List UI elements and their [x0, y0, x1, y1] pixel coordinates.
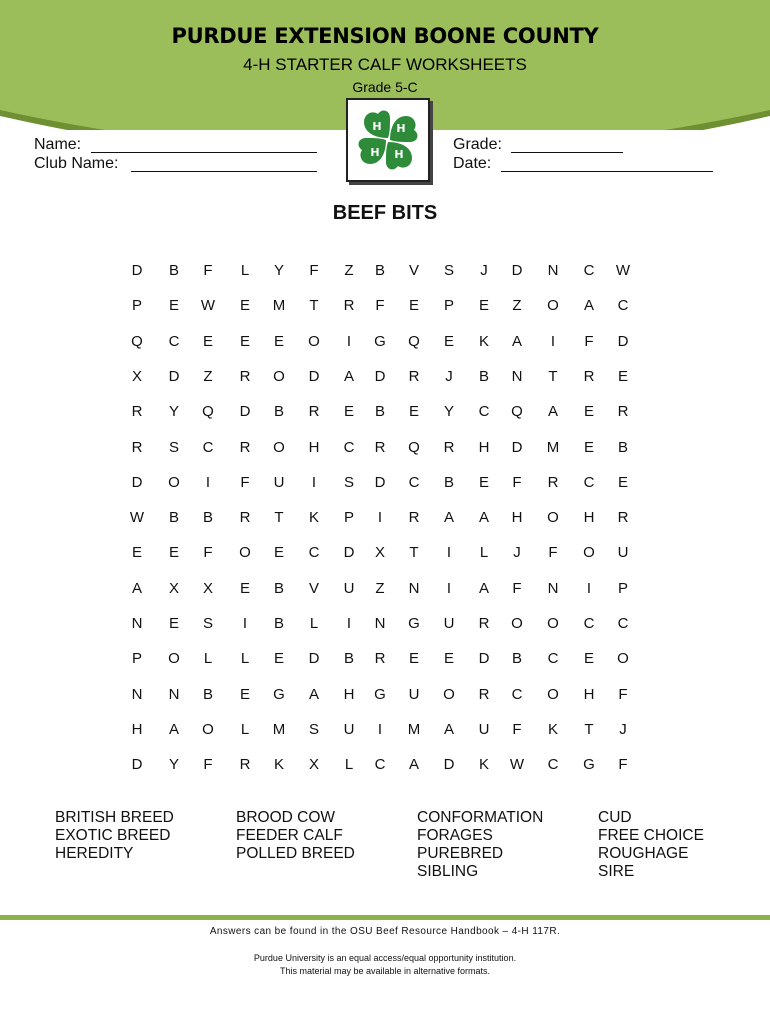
grid-letter: R	[408, 367, 420, 385]
grid-letter: E	[408, 403, 419, 421]
grid-letter: F	[618, 685, 628, 703]
grid-letter: A	[547, 403, 558, 421]
grid-letter: Q	[408, 438, 420, 456]
alternative-formats-statement: This material may be available in alternative formats.	[279, 966, 491, 976]
grid-letter: J	[445, 367, 453, 385]
grid-letter: G	[374, 685, 386, 703]
grid-letter: V	[408, 262, 419, 279]
word-list-item: BROOD COW	[236, 809, 336, 826]
grid-letter: B	[168, 509, 179, 527]
grid-letter: E	[408, 650, 419, 668]
four-h-clover-logo	[346, 98, 430, 182]
grid-letter: D	[374, 367, 386, 385]
grid-letter: A	[478, 579, 489, 597]
grid-letter: F	[375, 297, 385, 315]
grid-letter: Q	[511, 403, 523, 421]
grid-letter: G	[273, 685, 285, 703]
grid-letter: G	[583, 756, 595, 774]
grid-letter: B	[617, 438, 628, 456]
grid-letter: D	[308, 367, 320, 385]
grid-letter: D	[131, 473, 143, 491]
grid-letter: L	[203, 650, 213, 668]
grid-letter: E	[202, 332, 213, 350]
grid-letter: F	[584, 332, 594, 350]
grid-letter: R	[374, 438, 386, 456]
grid-letter: F	[548, 544, 558, 562]
grid-letter: U	[617, 544, 629, 562]
grid-letter: S	[443, 262, 454, 279]
grid-letter: X	[374, 544, 385, 562]
grid-letter: B	[374, 403, 385, 421]
grid-letter: I	[377, 720, 383, 738]
grid-letter: K	[308, 509, 319, 527]
grid-letter: E	[273, 650, 284, 668]
name-field[interactable]	[91, 152, 317, 153]
grid-letter: L	[309, 615, 319, 632]
grid-letter: E	[239, 579, 250, 597]
grid-letter: B	[168, 262, 179, 279]
grid-letter: L	[240, 650, 250, 668]
club-name-field[interactable]	[131, 171, 317, 172]
grid-letter: R	[239, 509, 251, 527]
grid-letter: K	[273, 756, 284, 774]
grid-letter: E	[583, 650, 594, 668]
grid-letter: W	[200, 297, 216, 315]
grid-letter: M	[272, 720, 286, 738]
grid-letter: O	[547, 297, 559, 315]
grid-letter: U	[343, 579, 355, 597]
grid-letter: H	[131, 720, 143, 738]
word-list-item: ROUGHAGE	[598, 845, 689, 862]
grid-letter: N	[547, 262, 559, 279]
grid-letter: T	[409, 544, 419, 562]
grid-letter: R	[308, 403, 320, 421]
grid-letter: P	[443, 297, 454, 315]
grid-letter: E	[478, 473, 489, 491]
equal-opportunity-statement: Purdue University is an equal access/equal opportunity institution.	[253, 953, 517, 963]
grid-letter: D	[511, 438, 523, 456]
grid-letter: F	[618, 756, 628, 774]
grid-letter: E	[443, 650, 454, 668]
date-label: Date:	[453, 155, 492, 172]
grid-letter: E	[408, 297, 419, 315]
word-list-item: BRITISH BREED	[55, 809, 174, 826]
grid-letter: A	[408, 756, 419, 774]
grid-letter: M	[546, 438, 560, 456]
grid-letter: O	[239, 544, 251, 562]
grid-letter: K	[478, 756, 489, 774]
grid-letter: U	[343, 720, 355, 738]
grid-letter: A	[511, 332, 522, 350]
grid-letter: O	[511, 615, 523, 632]
word-list-item: FREE CHOICE	[598, 827, 704, 844]
grid-letter: O	[547, 615, 559, 632]
grid-letter: S	[343, 473, 354, 491]
grid-letter: B	[202, 509, 213, 527]
grid-letter: C	[168, 332, 180, 350]
grid-letter: E	[273, 544, 284, 562]
grid-letter: H	[478, 438, 490, 456]
grid-letter: F	[512, 720, 522, 738]
grid-letter: H	[583, 685, 595, 703]
grid-letter: N	[408, 579, 420, 597]
answer-source-note: Answers can be found in the OSU Beef Resource Handbook – 4-H 117R.	[209, 926, 561, 937]
grid-letter: E	[239, 332, 250, 350]
grid-letter: C	[547, 650, 559, 668]
clover-letter: H	[370, 146, 380, 159]
grid-letter: R	[239, 367, 251, 385]
grid-letter: H	[343, 685, 355, 703]
grid-letter: V	[308, 579, 319, 597]
grid-letter: O	[617, 650, 629, 668]
grid-letter: N	[168, 685, 180, 703]
clover-letter: H	[372, 120, 382, 133]
grid-letter: P	[343, 509, 354, 527]
grid-letter: F	[203, 262, 213, 279]
club-name-label: Club Name:	[34, 155, 119, 172]
grid-letter: H	[308, 438, 320, 456]
grid-letter: R	[478, 615, 490, 632]
word-list-item: SIBLING	[417, 863, 479, 880]
grid-letter: B	[511, 650, 522, 668]
grid-letter: I	[446, 579, 452, 597]
grid-letter: M	[407, 720, 421, 738]
grid-letter: C	[308, 544, 320, 562]
grid-letter: D	[131, 756, 143, 774]
grid-letter: P	[131, 650, 142, 668]
grid-letter: C	[374, 756, 386, 774]
grid-letter: D	[511, 262, 523, 279]
grid-letter: C	[547, 756, 559, 774]
grid-letter: C	[617, 297, 629, 315]
grid-letter: A	[131, 579, 142, 597]
grid-letter: D	[478, 650, 490, 668]
grid-letter: D	[239, 403, 251, 421]
word-list-item: PUREBRED	[417, 845, 504, 862]
grid-letter: E	[617, 473, 628, 491]
grid-letter: D	[131, 262, 143, 279]
organization-title: PURDUE EXTENSION BOONE COUNTY	[171, 24, 599, 48]
grid-letter: D	[343, 544, 355, 562]
grid-letter: B	[343, 650, 354, 668]
grid-letter: C	[202, 438, 214, 456]
footer-divider	[0, 915, 770, 920]
grid-letter: N	[511, 367, 523, 385]
grid-letter: N	[374, 615, 386, 632]
grid-letter: D	[308, 650, 320, 668]
grid-letter: G	[374, 332, 386, 350]
word-list-item: CUD	[598, 809, 632, 826]
grid-letter: F	[512, 473, 522, 491]
word-list-item: EXOTIC BREED	[55, 827, 171, 844]
grid-letter: O	[547, 685, 559, 703]
grid-letter: R	[239, 756, 251, 774]
clover-letter: H	[394, 148, 404, 161]
grid-letter: C	[511, 685, 523, 703]
grid-letter: C	[583, 615, 595, 632]
grid-letter: T	[548, 367, 558, 385]
grid-letter: R	[131, 438, 143, 456]
grade-level: Grade 5-C	[352, 79, 418, 95]
grid-letter: E	[168, 544, 179, 562]
grid-letter: B	[273, 615, 284, 632]
grid-letter: O	[168, 473, 180, 491]
grid-letter: U	[408, 685, 420, 703]
grid-letter: R	[131, 403, 143, 421]
grid-letter: I	[205, 473, 211, 491]
grid-letter: R	[617, 509, 629, 527]
word-list-item: HEREDITY	[55, 845, 134, 862]
grid-letter: A	[478, 509, 489, 527]
grade-label: Grade:	[453, 136, 502, 153]
grid-letter: W	[615, 262, 631, 279]
grid-letter: F	[240, 473, 250, 491]
grid-letter: W	[509, 756, 525, 774]
grid-letter: U	[478, 720, 490, 738]
grid-letter: O	[273, 367, 285, 385]
grid-letter: S	[168, 438, 179, 456]
grid-letter: E	[168, 615, 179, 632]
grid-letter: U	[443, 615, 455, 632]
grid-letter: Z	[512, 297, 522, 315]
grid-letter: E	[443, 332, 454, 350]
grid-letter: B	[273, 403, 284, 421]
grid-letter: I	[446, 544, 452, 562]
grid-letter: N	[131, 685, 143, 703]
grid-letter: O	[168, 650, 180, 668]
grid-letter: Q	[408, 332, 420, 350]
grid-letter: A	[443, 509, 454, 527]
grid-letter: O	[202, 720, 214, 738]
grid-letter: B	[443, 473, 454, 491]
grid-letter: E	[131, 544, 142, 562]
grid-letter: L	[240, 262, 250, 279]
grid-letter: C	[478, 403, 490, 421]
grid-letter: E	[239, 685, 250, 703]
grid-letter: E	[273, 332, 284, 350]
name-label: Name:	[34, 136, 82, 153]
grid-letter: B	[273, 579, 284, 597]
grid-letter: D	[168, 367, 180, 385]
grid-letter: Y	[168, 756, 179, 774]
clover-icon	[354, 106, 422, 174]
grid-letter: I	[311, 473, 317, 491]
grid-letter: R	[478, 685, 490, 703]
worksheet-series-title: 4-H STARTER CALF WORKSHEETS	[243, 55, 527, 74]
grid-letter: R	[374, 650, 386, 668]
grid-letter: C	[583, 262, 595, 279]
grid-letter: E	[168, 297, 179, 315]
grid-letter: C	[343, 438, 355, 456]
grid-letter: T	[584, 720, 594, 738]
grid-letter: I	[377, 509, 383, 527]
grid-letter: X	[308, 756, 319, 774]
grid-letter: B	[478, 367, 489, 385]
grid-letter: R	[617, 403, 629, 421]
grid-letter: E	[617, 367, 628, 385]
grid-letter: K	[547, 720, 558, 738]
grid-letter: O	[583, 544, 595, 562]
grid-letter: F	[203, 544, 213, 562]
grid-letter: Q	[202, 403, 214, 421]
grid-letter: T	[309, 297, 319, 315]
grid-letter: I	[346, 615, 352, 632]
word-list-item: POLLED BREED	[236, 845, 355, 862]
grid-letter: X	[168, 579, 179, 597]
grid-letter: I	[346, 332, 352, 350]
grid-letter: E	[583, 403, 594, 421]
grade-field[interactable]	[511, 152, 623, 153]
grid-letter: T	[274, 509, 284, 527]
grid-letter: C	[408, 473, 420, 491]
grid-letter: E	[583, 438, 594, 456]
grid-letter: P	[131, 297, 142, 315]
grid-letter: Y	[273, 262, 284, 279]
grid-letter: M	[272, 297, 286, 315]
grid-letter: W	[129, 509, 145, 527]
grid-letter: O	[308, 332, 320, 350]
grid-letter: A	[343, 367, 354, 385]
grid-letter: R	[443, 438, 455, 456]
grid-letter: O	[443, 685, 455, 703]
grid-letter: H	[511, 509, 523, 527]
grid-letter: F	[203, 756, 213, 774]
word-list-item: FORAGES	[417, 827, 493, 844]
grid-letter: O	[273, 438, 285, 456]
grid-letter: R	[343, 297, 355, 315]
grid-letter: N	[131, 615, 143, 632]
grid-letter: X	[202, 579, 213, 597]
grid-letter: I	[550, 332, 556, 350]
grid-letter: L	[479, 544, 489, 562]
grid-letter: R	[239, 438, 251, 456]
grid-letter: B	[202, 685, 213, 703]
grid-letter: H	[583, 509, 595, 527]
grid-letter: E	[239, 297, 250, 315]
grid-letter: C	[617, 615, 629, 632]
grid-letter: K	[478, 332, 489, 350]
grid-letter: Y	[168, 403, 179, 421]
grid-letter: I	[586, 579, 592, 597]
clover-letter: H	[396, 122, 406, 135]
grid-letter: A	[443, 720, 454, 738]
grid-letter: E	[343, 403, 354, 421]
grid-letter: G	[408, 615, 420, 632]
word-list-item: CONFORMATION	[417, 809, 544, 826]
grid-letter: F	[309, 262, 319, 279]
grid-letter: D	[617, 332, 629, 350]
grid-letter: O	[547, 509, 559, 527]
grid-letter: L	[344, 756, 354, 774]
grid-letter: P	[617, 579, 628, 597]
grid-letter: U	[273, 473, 285, 491]
grid-letter: N	[547, 579, 559, 597]
grid-letter: S	[308, 720, 319, 738]
grid-letter: D	[374, 473, 386, 491]
date-field[interactable]	[501, 171, 713, 172]
grid-letter: D	[443, 756, 455, 774]
grid-letter: J	[480, 262, 488, 279]
grid-letter: Z	[203, 367, 213, 385]
grid-letter: X	[131, 367, 142, 385]
grid-letter: C	[583, 473, 595, 491]
grid-letter: R	[583, 367, 595, 385]
grid-letter: J	[619, 720, 627, 738]
grid-letter: J	[513, 544, 521, 562]
grid-letter: A	[168, 720, 179, 738]
grid-letter: I	[242, 615, 248, 632]
grid-letter: Z	[375, 579, 385, 597]
word-list-item: SIRE	[598, 863, 635, 880]
grid-letter: B	[374, 262, 385, 279]
word-list-item: FEEDER CALF	[236, 827, 343, 844]
grid-letter: R	[547, 473, 559, 491]
grid-letter: S	[202, 615, 213, 632]
worksheet-title: BEEF BITS	[332, 202, 438, 224]
grid-letter: Q	[131, 332, 143, 350]
grid-letter: R	[408, 509, 420, 527]
grid-letter: E	[478, 297, 489, 315]
grid-letter: A	[308, 685, 319, 703]
grid-letter: L	[240, 720, 250, 738]
grid-letter: A	[583, 297, 594, 315]
grid-letter: Z	[344, 262, 354, 279]
grid-letter: F	[512, 579, 522, 597]
grid-letter: Y	[443, 403, 454, 421]
